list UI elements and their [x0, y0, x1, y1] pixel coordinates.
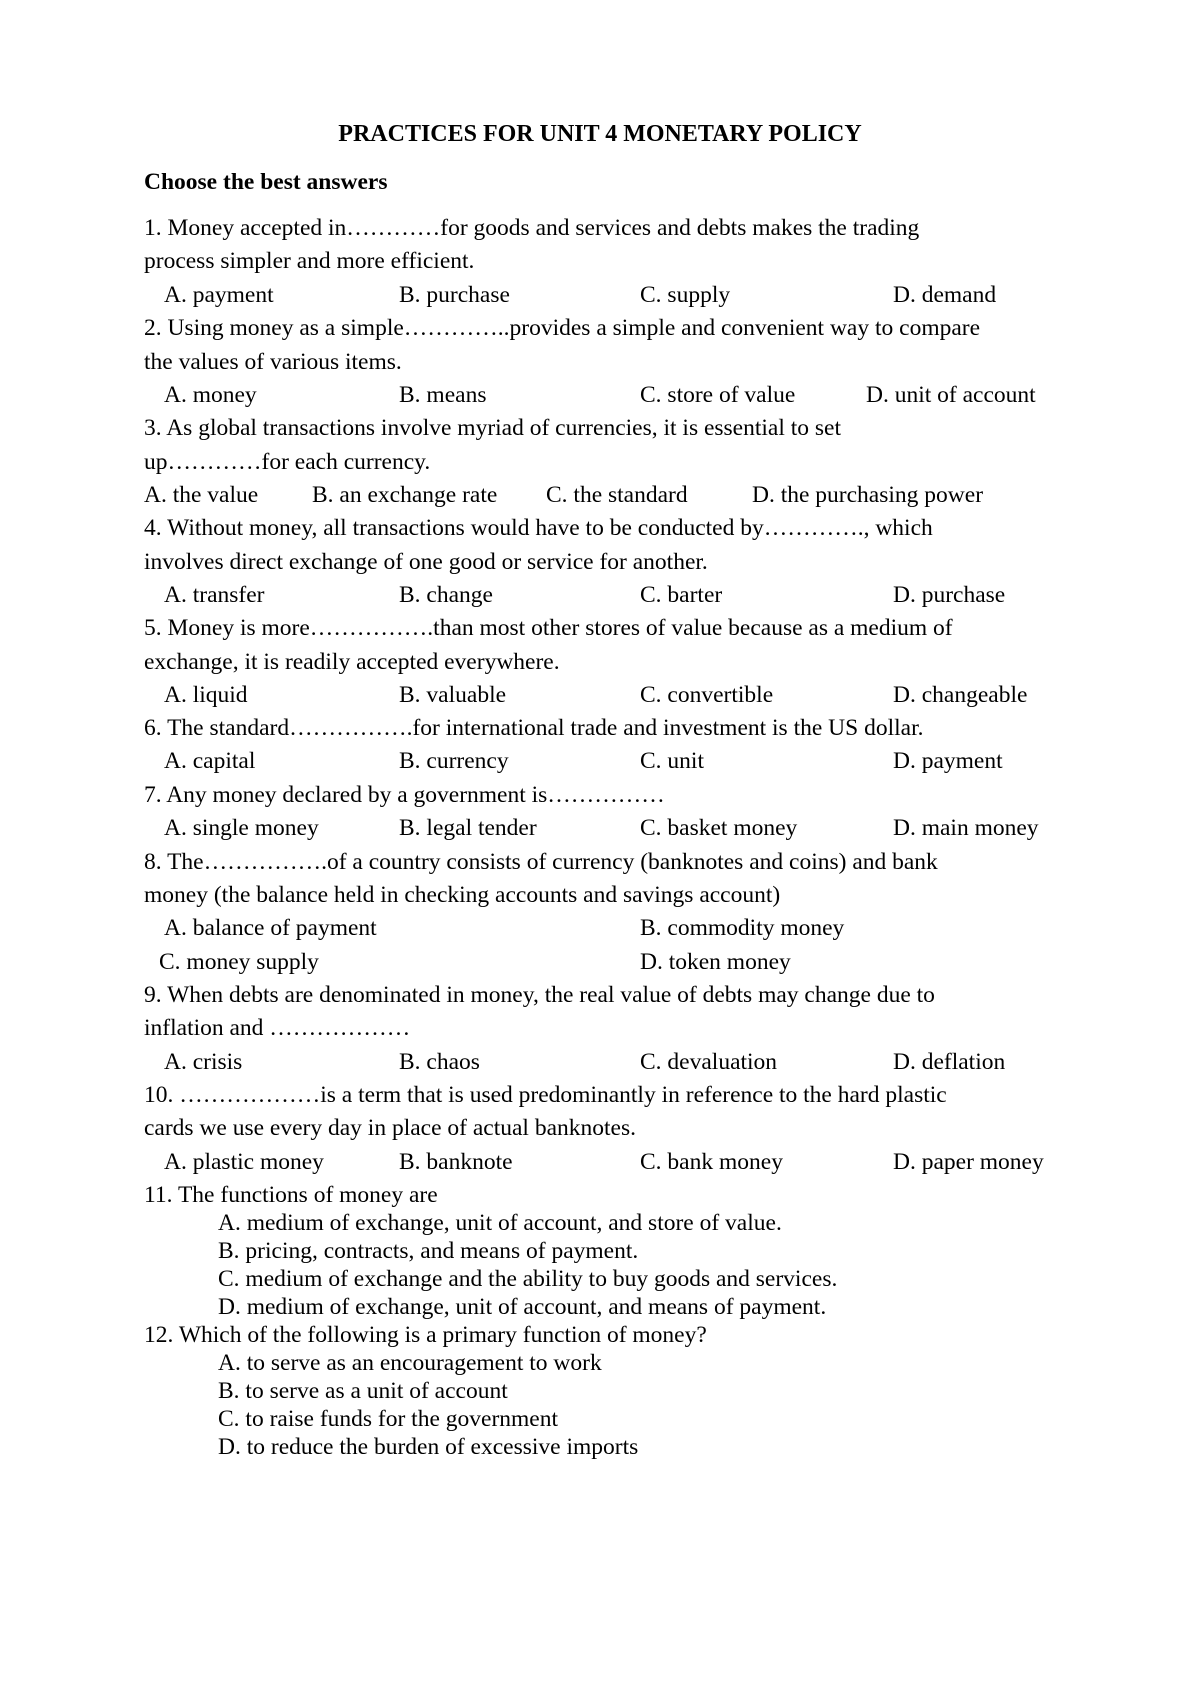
question-1-option-d: D. demand	[893, 282, 997, 308]
question-9-text: inflation and ………………	[144, 1015, 411, 1041]
question-7-text: 7. Any money declared by a government is……………	[144, 782, 665, 808]
page-title: PRACTICES FOR UNIT 4 MONETARY POLICY	[338, 121, 862, 147]
question-11-option-a: A. medium of exchange, unit of account, and store of value.	[218, 1210, 782, 1236]
question-6-text: 6. The standard…………….for international trade and investment is the US dollar.	[144, 715, 924, 741]
question-10-option-d: D. paper money	[893, 1149, 1044, 1175]
question-10-option-b: B. banknote	[399, 1149, 513, 1175]
question-9-option-b: B. chaos	[399, 1049, 480, 1075]
question-12-option-b: B. to serve as a unit of account	[218, 1378, 508, 1404]
question-10-text: cards we use every day in place of actual banknotes.	[144, 1115, 636, 1141]
question-6-option-c: C. unit	[640, 748, 704, 774]
question-8-text: 8. The…………….of a country consists of currency (banknotes and coins) and bank	[144, 849, 938, 875]
question-1-text: 1. Money accepted in…………for goods and services and debts makes the trading	[144, 215, 920, 241]
question-9-option-a: A. crisis	[164, 1049, 243, 1075]
question-1-text: process simpler and more efficient.	[144, 248, 475, 274]
question-1-option-c: C. supply	[640, 282, 731, 308]
question-12-option-d: D. to reduce the burden of excessive imports	[218, 1434, 639, 1460]
question-2-option-a: A. money	[164, 382, 257, 408]
question-8-option-c: C. money supply	[159, 949, 319, 975]
question-12-option-c: C. to raise funds for the government	[218, 1406, 559, 1432]
question-12-option-a: A. to serve as an encouragement to work	[218, 1350, 602, 1376]
question-10-option-a: A. plastic money	[164, 1149, 324, 1175]
question-3-option-c: C. the standard	[546, 482, 688, 508]
question-7-option-b: B. legal tender	[399, 815, 537, 841]
question-5-option-d: D. changeable	[893, 682, 1028, 708]
question-5-text: 5. Money is more…………….than most other stores of value because as a medium of	[144, 615, 953, 641]
question-12-text: 12. Which of the following is a primary function of money?	[144, 1322, 707, 1348]
question-6-option-a: A. capital	[164, 748, 256, 774]
question-11-option-d: D. medium of exchange, unit of account, and means of payment.	[218, 1294, 827, 1320]
question-5-option-c: C. convertible	[640, 682, 774, 708]
question-8-option-a: A. balance of payment	[164, 915, 377, 941]
question-4-option-c: C. barter	[640, 582, 723, 608]
question-2-text: the values of various items.	[144, 349, 402, 375]
question-3-option-b: B. an exchange rate	[312, 482, 498, 508]
question-7-option-a: A. single money	[164, 815, 319, 841]
question-4-text: involves direct exchange of one good or service for another.	[144, 549, 708, 575]
question-4-option-d: D. purchase	[893, 582, 1006, 608]
question-11-option-b: B. pricing, contracts, and means of payment.	[218, 1238, 639, 1264]
question-10-text: 10. ………………is a term that is used predominantly in reference to the hard plastic	[144, 1082, 947, 1108]
question-8-option-b: B. commodity money	[640, 915, 845, 941]
question-7-option-c: C. basket money	[640, 815, 798, 841]
question-3-text: up…………for each currency.	[144, 449, 431, 475]
question-3-option-a: A. the value	[144, 482, 259, 508]
question-2-text: 2. Using money as a simple…………..provides a simple and convenient way to compare	[144, 315, 981, 341]
question-5-text: exchange, it is readily accepted everywhere.	[144, 649, 560, 675]
question-3-option-d: D. the purchasing power	[752, 482, 984, 508]
question-4-option-b: B. change	[399, 582, 493, 608]
question-6-option-d: D. payment	[893, 748, 1003, 774]
question-5-option-a: A. liquid	[164, 682, 248, 708]
question-6-option-b: B. currency	[399, 748, 509, 774]
question-9-text: 9. When debts are denominated in money, the real value of debts may change due to	[144, 982, 935, 1008]
question-11-text: 11. The functions of money are	[144, 1182, 438, 1208]
question-7-option-d: D. main money	[893, 815, 1039, 841]
question-1-option-b: B. purchase	[399, 282, 510, 308]
question-9-option-d: D. deflation	[893, 1049, 1006, 1075]
question-8-text: money (the balance held in checking accounts and savings account)	[144, 882, 781, 908]
question-1-option-a: A. payment	[164, 282, 274, 308]
question-2-option-b: B. means	[399, 382, 487, 408]
question-9-option-c: C. devaluation	[640, 1049, 778, 1075]
question-2-option-d: D. unit of account	[866, 382, 1036, 408]
question-11-option-c: C. medium of exchange and the ability to buy goods and services.	[218, 1266, 838, 1292]
question-3-text: 3. As global transactions involve myriad of currencies, it is essential to set	[144, 415, 842, 441]
question-5-option-b: B. valuable	[399, 682, 507, 708]
question-4-option-a: A. transfer	[164, 582, 265, 608]
instructions-heading: Choose the best answers	[144, 169, 388, 195]
question-10-option-c: C. bank money	[640, 1149, 783, 1175]
question-2-option-c: C. store of value	[640, 382, 796, 408]
question-4-text: 4. Without money, all transactions would have to be conducted by…………., which	[144, 515, 933, 541]
question-8-option-d: D. token money	[640, 949, 791, 975]
